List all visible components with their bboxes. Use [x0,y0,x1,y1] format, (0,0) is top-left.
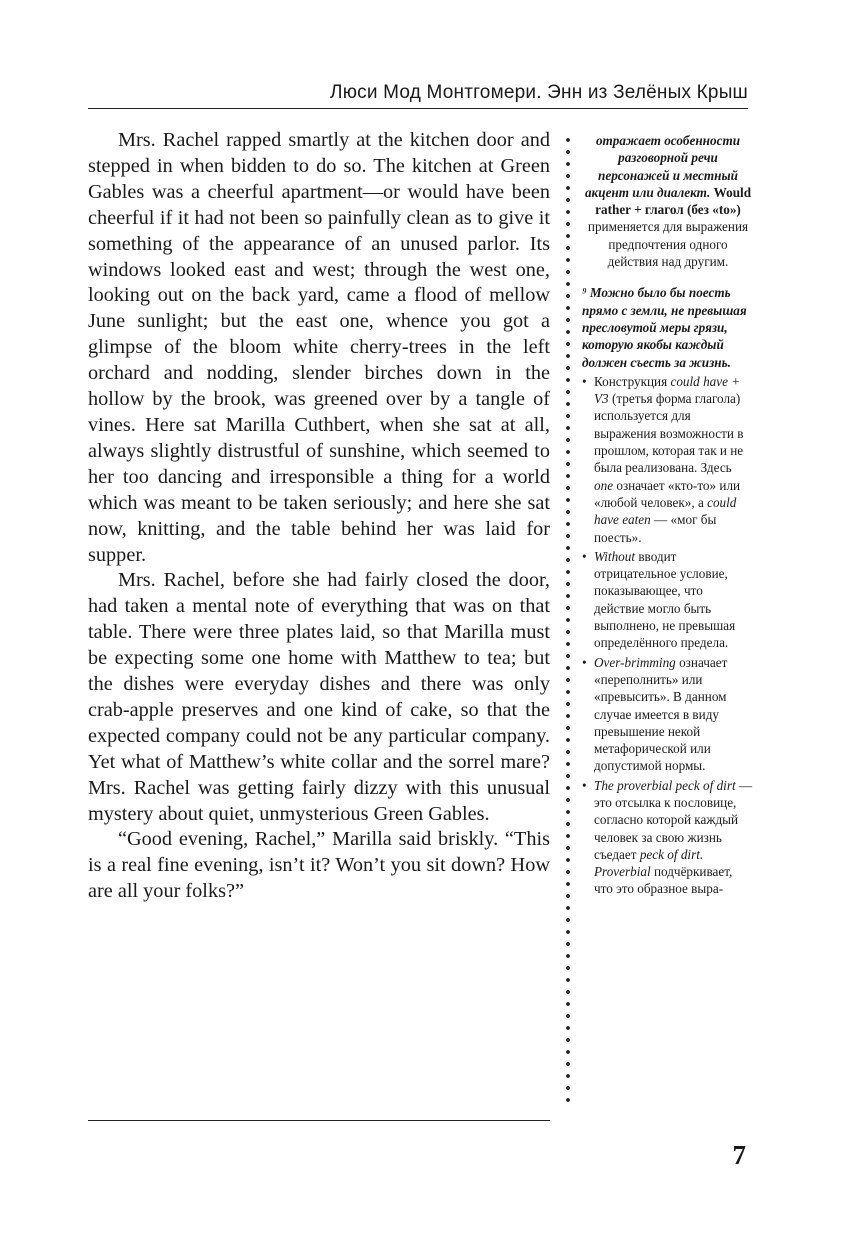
running-head-text: Люси Мод Монтгомери. Энн из Зелёных Крыш [330,82,748,103]
note-bullet-could-have [582,373,754,546]
running-head [88,82,748,109]
note-text: (третья форма глагола) используется для выражения возможности в прошлом, которая так и не была реализована. Здесь [594,391,744,476]
note-italic-term: Without [594,548,636,564]
note-text: означает «переполнить» или «превысить». В данном случае имеется в виду превышение некой метафорической или допустимой нормы. [594,654,728,774]
note-italic-term: The proverbial peck of dirt [594,777,736,793]
paragraph-3: “Good evening, Rachel,” Marilla said briskly. “This is a real fine evening, isn’t it? Won’t you sit down? How are all your folks?” [88,828,550,903]
note-continuation [582,132,754,270]
note-italic-term: Over-brimming [594,654,676,670]
note-text: — это отсылка к пословице, согласно которой каждый человек за свою жизнь съедает [594,777,753,862]
paragraph-2: Mrs. Rachel, before she had fairly closed the door, had taken a mental note of everything that was on that table. There were three plates laid, so that Marilla must be expecting some one home with Matthew to tea; but the dishes were everyday dishes and there was only crab-apple preserves and one kind of cake, so that the expected company could not be any particular company. Yet what of Matthew’s white collar and the sorrel mare? Mrs. Rachel was getting fairly dizzy with this unusual mystery about quiet, unmysterious Green Gables. [88,569,550,825]
note-bullet-over-brimming [582,654,754,775]
note-text: вводит отрицательное условие, показывающее, что действие могло быть выполнено, не превышая определённого предела. [594,548,736,651]
bottom-rule [88,1120,550,1121]
note-continuation-bold: Would rather + глагол (без «to») [595,184,752,218]
note-bullet-without [582,548,754,652]
note-text: подчёркивает, что это образное выра- [594,864,733,897]
dotted-separator [565,134,571,1110]
page-number: 7 [732,1140,746,1170]
side-notes-column [582,132,754,898]
note-continuation-italic: отражает особенности разговорной речи персонажей и местный акцент или диалект. [584,133,741,200]
footnote-9: ⁹ Можно было бы поесть прямо с земли, не превышая пресловутой меры грязи, которую якобы каждый должен съесть за жизнь. [582,285,747,370]
paragraph-1: Mrs. Rachel rapped smartly at the kitchen door and stepped in when bidden to do so. The kitchen at Green Gables was a cheerful apartment—or would have been cheerful if it had not been so painfully clean as to give it something of the appearance of an unused parlor. Its windows looked east and west; through the west one, looking out on the back yard, came a flood of mellow June sunlight; but the east one, whence you got a glimpse of the bloom white cherry-trees in the left orchard and nodding, slender birches down in the hollow by the brook, was greened over by a tangle of vines. Here sat Marilla Cuthbert, when she sat at all, always slightly distrustful of sunshine, which seemed to her too dancing and irresponsible a thing for a world which was meant to be taken seriously; and here she sat now, knitting, and the table behind her was laid for supper. [88,129,550,566]
note-italic-term: one [594,477,614,493]
note-text: — «мог бы поесть». [594,512,717,545]
note-continuation-rest: применяется для выражения предпочтения одного действия над другим. [587,219,749,270]
main-text-column [88,128,550,905]
note-text: Конструкция [594,373,671,389]
note-italic-term: could have eaten [594,494,737,528]
note-text: означает «кто-то» или «любой человек», а [594,477,741,510]
note-italic-term: peck of dirt. Proverbial [594,846,704,880]
note-italic-term: could have + V3 [594,373,741,407]
note-bullet-peck-of-dirt [582,777,754,898]
